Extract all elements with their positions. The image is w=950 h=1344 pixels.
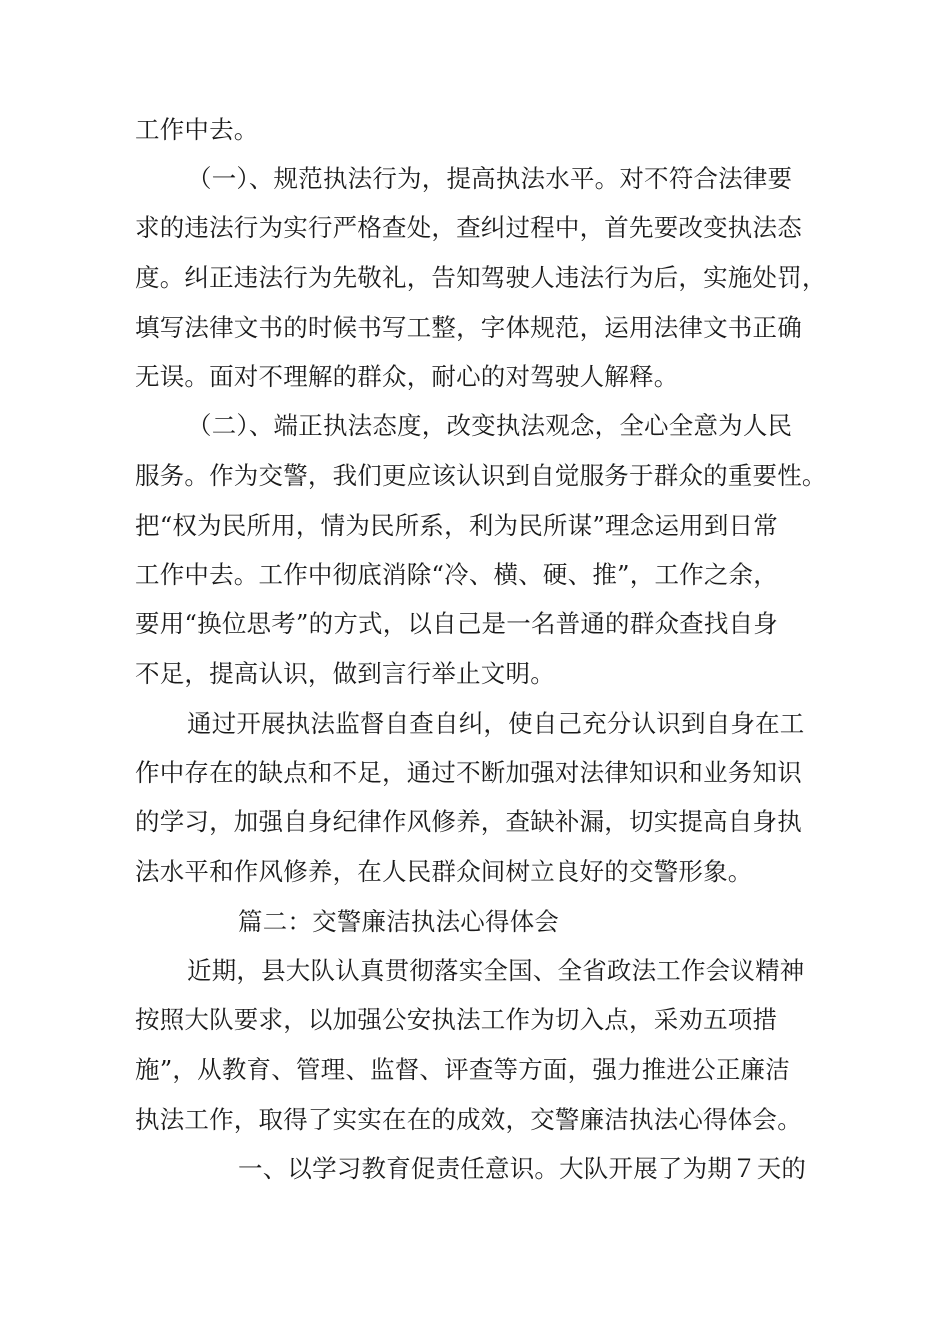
text-line: 无误。面对不理解的群众，耐心的对驾驶人解释。	[135, 362, 679, 391]
text-line: 近期，县大队认真贯彻落实全国、全省政法工作会议精神	[187, 956, 805, 985]
text-line: 度。纠正违法行为先敬礼，告知驾驶人违法行为后，实施处罚，	[135, 263, 827, 292]
text-line: 按照大队要求，以加强公安执法工作为切入点，采劝五项措	[135, 1005, 778, 1034]
text-line: 工作中去。工作中彻底消除“冷、横、硬、推”，工作之余，	[135, 560, 778, 589]
text-line: 施”，从教育、管理、监督、评查等方面，强力推进公正廉洁	[135, 1055, 790, 1084]
text-line: 执法工作，取得了实实在在的成效，交警廉洁执法心得体会。	[135, 1105, 802, 1134]
text-line: 的学习，加强自身纪律作风修养，查缺补漏，切实提高自身执	[135, 807, 802, 836]
text-line: 一、以学习教育促责任意识。大队开展了为期７天的	[238, 1154, 807, 1183]
text-line: 求的违法行为实行严格查处，查纠过程中，首先要改变执法态	[135, 213, 802, 242]
text-line: 不足，提高认识，做到言行举止文明。	[135, 659, 555, 688]
text-line: （一）、规范执法行为，提高执法水平。对不符合法律要	[187, 164, 793, 193]
text-line: 要用“换位思考”的方式，以自己是一名普通的群众查找自身	[135, 609, 778, 638]
text-line: （二）、端正执法态度，改变执法观念，全心全意为人民	[187, 411, 793, 440]
text-line: 工作中去。	[135, 115, 259, 144]
text-line: 把“权为民所用，情为民所系，利为民所谋”理念运用到日常	[135, 511, 778, 540]
text-line: 服务。作为交警，我们更应该认识到自觉服务于群众的重要性。	[135, 461, 827, 490]
text-line: 法水平和作风修养，在人民群众间树立良好的交警形象。	[135, 857, 753, 886]
text-line: 作中存在的缺点和不足，通过不断加强对法律知识和业务知识	[135, 758, 802, 787]
section-heading: 篇二：交警廉洁执法心得体会	[238, 907, 560, 936]
text-line: 填写法律文书的时候书写工整，字体规范，运用法律文书正确	[135, 313, 802, 342]
text-line: 通过开展执法监督自查自纠，使自己充分认识到自身在工	[187, 709, 805, 738]
